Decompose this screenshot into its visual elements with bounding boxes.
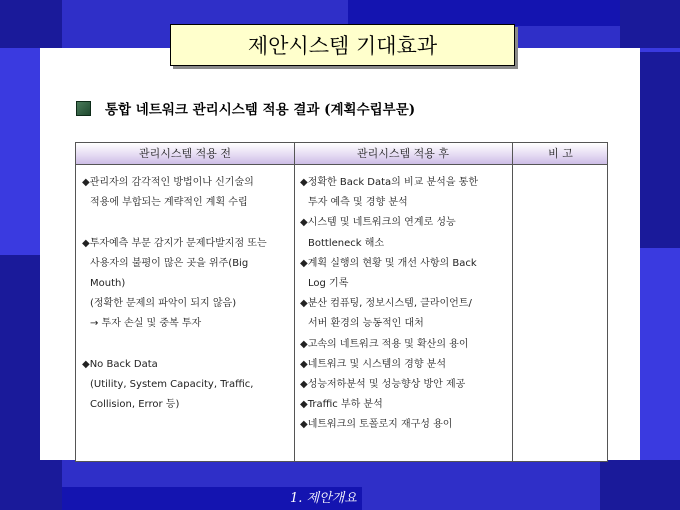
list-item: 서버 환경의 능동적인 대처: [308, 318, 424, 330]
frame-bottom-right-block: [600, 460, 680, 510]
frame-top-mid-block: [348, 0, 620, 26]
list-item: Bottleneck 해소: [308, 237, 385, 249]
column-divider: [294, 143, 295, 461]
list-item: ◆네트워크의 토폴로지 재구성 용이: [300, 419, 453, 431]
list-item: ◆Traffic 부하 분석: [300, 399, 383, 411]
frame-top-left-block: [0, 0, 62, 52]
list-item: ◆No Back Data: [82, 358, 158, 370]
list-item: (정확한 문제의 파악이 되지 않음): [90, 298, 237, 310]
list-item: Mouth): [90, 277, 126, 289]
list-item: ◆성능저하분석 및 성능향상 방안 제공: [300, 378, 466, 390]
list-item: → 투자 손실 및 중복 투자: [90, 318, 202, 330]
list-item: 적용에 부합되는 계략적인 계획 수립: [90, 197, 248, 209]
frame-top-right-block: [620, 0, 680, 52]
blank-line: [82, 213, 292, 233]
list-item: 사용자의 불평이 많은 곳을 위주(Big: [90, 257, 249, 269]
list-item: ◆관리자의 감각적인 방법이나 신기술의: [82, 177, 254, 188]
list-item: ◆시스템 및 네트워크의 연계로 성능: [300, 217, 456, 229]
list-item: (Utility, System Capacity, Traffic,: [90, 378, 254, 390]
list-item: ◆분산 컴퓨팅, 정보시스템, 클라이언트/: [300, 298, 472, 310]
frame-left-dark-block: [0, 255, 40, 460]
header-remarks: 비 고: [548, 147, 573, 160]
list-item: ◆정확한 Back Data의 비교 분석을 통한: [300, 177, 478, 188]
before-column: [82, 173, 292, 415]
blank-line: [82, 335, 292, 355]
list-item: ◆계획 실행의 현황 및 개선 사항의 Back: [300, 257, 477, 269]
frame-right-dark-block: [640, 52, 680, 248]
column-divider: [512, 143, 513, 461]
square-bullet-icon: [76, 101, 91, 116]
footer-section-label: 1. 제안개요: [290, 491, 357, 506]
section-heading: [76, 98, 415, 118]
table-header-row: [76, 143, 607, 165]
after-column: [300, 173, 510, 435]
comparison-table: [75, 142, 608, 462]
list-item: Collision, Error 등): [90, 399, 180, 411]
slide-title: 제안시스템 기대효과: [170, 24, 515, 66]
section-heading-text: 통합 네트워크 관리시스템 적용 결과 (계획수립부문): [105, 102, 416, 118]
list-item: ◆투자예측 부문 감지가 문제다발지점 또는: [82, 237, 267, 249]
list-item: ◆고속의 네트워크 적용 및 확산의 용이: [300, 338, 469, 350]
list-item: Log 기록: [308, 277, 349, 289]
header-after: 관리시스템 적용 후: [356, 147, 449, 160]
frame-bottom-left-block: [0, 460, 62, 510]
list-item: ◆네트워크 및 시스템의 경향 분석: [300, 358, 446, 370]
header-before: 관리시스템 적용 전: [138, 147, 231, 160]
list-item: 투자 예측 및 경향 분석: [308, 197, 408, 209]
